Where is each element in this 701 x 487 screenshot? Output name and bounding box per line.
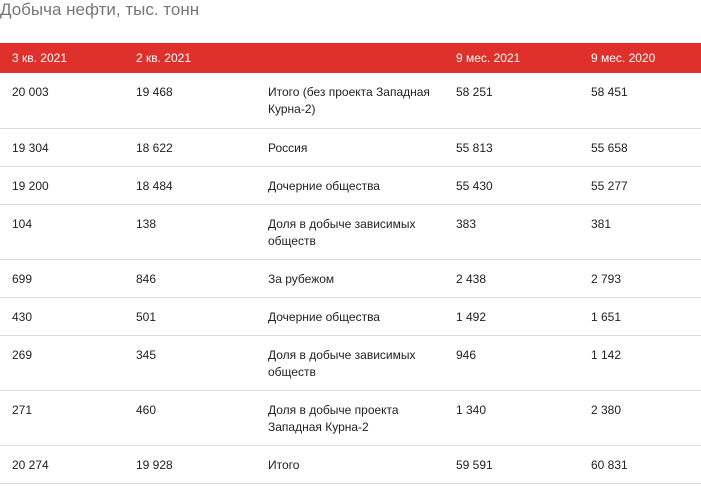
table-row: [0, 390, 701, 445]
cell-label: Доля в добыче зависимых обществ: [256, 335, 444, 390]
cell-9m-2020: 1 651: [579, 297, 701, 335]
cell-q2-2021: 345: [124, 335, 256, 390]
table-row: [0, 204, 701, 259]
cell-q3-2021: 269: [0, 335, 124, 390]
cell-9m-2020: 55 277: [579, 166, 701, 204]
table-row: [0, 445, 701, 483]
cell-q2-2021: 846: [124, 259, 256, 297]
cell-9m-2021: 1 340: [444, 390, 579, 445]
page-title: Добыча нефти, тыс. тонн: [0, 0, 200, 19]
cell-q3-2021: 20 274: [0, 445, 124, 483]
cell-9m-2020: 381: [579, 204, 701, 259]
column-header-9m-2020: 9 мес. 2020: [591, 51, 656, 65]
column-header-q3-2021: 3 кв. 2021: [12, 51, 67, 65]
table-row: [0, 73, 701, 128]
cell-q2-2021: 19 928: [124, 445, 256, 483]
cell-label: Дочерние общества: [256, 166, 444, 204]
table-row: [0, 259, 701, 297]
cell-9m-2021: 946: [444, 335, 579, 390]
cell-9m-2021: 55 813: [444, 128, 579, 166]
cell-label: За рубежом: [256, 259, 444, 297]
cell-9m-2020: 2 793: [579, 259, 701, 297]
cell-q2-2021: 501: [124, 297, 256, 335]
cell-q2-2021: 18 484: [124, 166, 256, 204]
cell-9m-2020: 60 831: [579, 445, 701, 483]
cell-q3-2021: 19 200: [0, 166, 124, 204]
cell-q2-2021: 138: [124, 204, 256, 259]
column-header-label: [256, 43, 444, 73]
cell-label: Доля в добыче зависимых обществ: [256, 204, 444, 259]
table-row: [0, 128, 701, 166]
cell-label: Итого (без проекта Западная Курна-2): [256, 73, 444, 128]
table-row: [0, 166, 701, 204]
oil-production-table: [0, 43, 701, 484]
cell-q2-2021: 18 622: [124, 128, 256, 166]
cell-label: Россия: [256, 128, 444, 166]
cell-q3-2021: 699: [0, 259, 124, 297]
cell-9m-2020: 58 451: [579, 73, 701, 128]
cell-label: Дочерние общества: [256, 297, 444, 335]
cell-9m-2021: 58 251: [444, 73, 579, 128]
cell-label: Доля в добыче проекта Западная Курна-2: [256, 390, 444, 445]
cell-label: Итого: [256, 445, 444, 483]
cell-q2-2021: 460: [124, 390, 256, 445]
cell-q3-2021: 19 304: [0, 128, 124, 166]
cell-q3-2021: 20 003: [0, 73, 124, 128]
table-row: [0, 297, 701, 335]
cell-9m-2021: 59 591: [444, 445, 579, 483]
table-header-row: [0, 43, 701, 73]
column-header-9m-2021: 9 мес. 2021: [456, 51, 521, 65]
cell-9m-2020: 55 658: [579, 128, 701, 166]
cell-9m-2020: 2 380: [579, 390, 701, 445]
column-header-q2-2021: 2 кв. 2021: [136, 51, 191, 65]
cell-9m-2021: 55 430: [444, 166, 579, 204]
cell-q3-2021: 104: [0, 204, 124, 259]
table-row: [0, 335, 701, 390]
cell-9m-2021: 1 492: [444, 297, 579, 335]
cell-9m-2020: 1 142: [579, 335, 701, 390]
cell-q3-2021: 430: [0, 297, 124, 335]
cell-q2-2021: 19 468: [124, 73, 256, 128]
cell-9m-2021: 2 438: [444, 259, 579, 297]
cell-9m-2021: 383: [444, 204, 579, 259]
cell-q3-2021: 271: [0, 390, 124, 445]
